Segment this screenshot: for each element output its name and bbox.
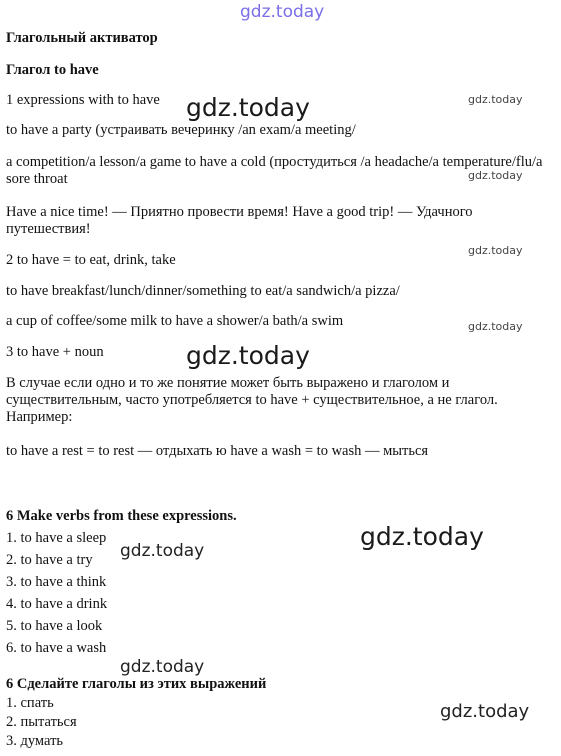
watermark-6: gdz.today — [186, 341, 310, 370]
exercise6-item: 4. to have a drink — [6, 596, 108, 612]
section2-line1: to have breakfast/lunch/dinner/something to eat/a sandwich/a pizza/ — [6, 283, 400, 299]
exercise6-ru-item: 2. пытаться — [6, 714, 77, 730]
exercise6-item: 1. to have a sleep — [6, 530, 107, 546]
heading-verb-to-have: Глагол to have — [6, 62, 99, 78]
watermark-9: gdz.today — [120, 657, 205, 677]
section2-title: 2 to have = to eat, drink, take — [6, 252, 176, 268]
watermark-2: gdz.today — [468, 93, 523, 106]
exercise6-item: 6. to have a wash — [6, 640, 107, 656]
exercise6-ru-title: 6 Сделайте глаголы из этих выражений — [6, 676, 267, 692]
watermark-5: gdz.today — [468, 320, 523, 333]
heading-verb-activator: Глагольный активатор — [6, 30, 158, 46]
exercise6-item: 3. to have a think — [6, 574, 107, 590]
exercise6-ru-item: 3. думать — [6, 733, 64, 749]
exercise6-ru-item: 1. спать — [6, 695, 54, 711]
watermark-10: gdz.today — [440, 701, 530, 722]
section1-line3: Have a nice time! — Приятно провести время! Have a good trip! — Удачного путешествия! — [6, 204, 473, 237]
watermark-8: gdz.today — [120, 541, 205, 561]
section1-line1: to have a party (устраивать вечеринку /an exam/a meeting/ — [6, 122, 356, 138]
section3-line2: to have a rest = to rest — отдыхать ю have a wash = to wash — мыться — [6, 443, 429, 459]
watermark-3: gdz.today — [468, 169, 523, 182]
section1-title: 1 expressions with to have — [6, 92, 160, 108]
watermark-1: gdz.today — [186, 93, 310, 122]
exercise6-title: 6 Make verbs from these expressions. — [6, 508, 237, 524]
watermark-top: gdz.today — [240, 2, 325, 22]
section3-line1: В случае если одно и то же понятие может быть выражено и глаголом и существительным, часто употребляется to have + существительное, а не глагол. Например: — [6, 375, 498, 425]
exercise6-item: 5. to have a look — [6, 618, 103, 634]
watermark-7: gdz.today — [360, 522, 484, 551]
exercise6-item: 2. to have a try — [6, 552, 93, 568]
section1-line2: a competition/a lesson/a game to have a cold (простудиться /a headache/a temperature/flu/a sore throat — [6, 154, 543, 187]
section3-title: 3 to have + noun — [6, 344, 104, 360]
section2-line2: a cup of coffee/some milk to have a shower/a bath/a swim — [6, 313, 344, 329]
watermark-4: gdz.today — [468, 244, 523, 257]
